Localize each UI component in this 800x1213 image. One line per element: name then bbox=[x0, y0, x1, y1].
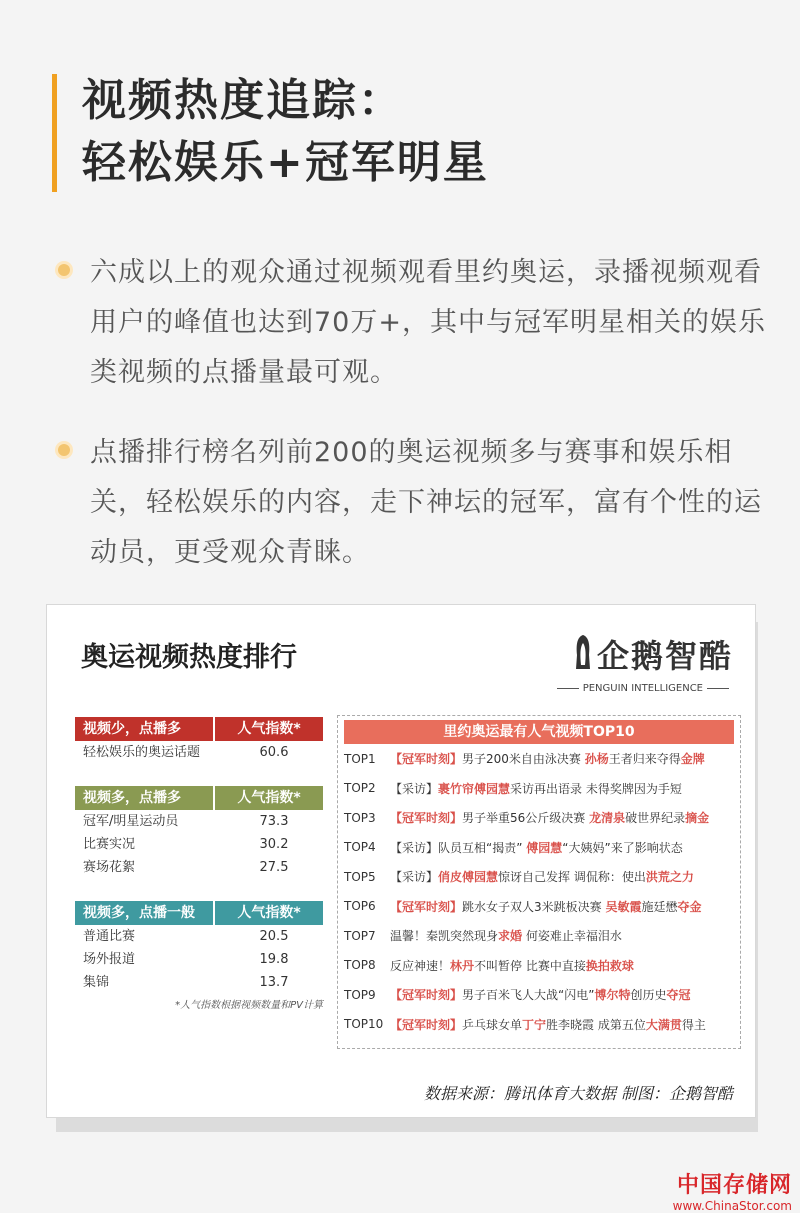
infographic-card bbox=[46, 604, 756, 1118]
table-row bbox=[75, 833, 323, 856]
title-text: 惊讶自己发挥 调侃称：使出 bbox=[498, 870, 646, 885]
site-watermark bbox=[673, 1168, 792, 1213]
highlight-text: 【冠军时刻】 bbox=[390, 752, 463, 767]
category-section bbox=[75, 901, 323, 1011]
watermark-url: www.ChinaStor.com bbox=[672, 1199, 792, 1213]
top10-title bbox=[390, 957, 634, 974]
top10-rank: TOP9 bbox=[344, 987, 376, 1002]
top10-row bbox=[338, 774, 740, 804]
row-name: 轻松娱乐的奥运话题 bbox=[83, 745, 201, 760]
highlight-text: 裹竹帘傅园慧 bbox=[438, 781, 511, 796]
title-text: 胜李晓霞 成第五位 bbox=[546, 1017, 646, 1032]
top10-row bbox=[338, 892, 740, 922]
section-header bbox=[75, 901, 323, 925]
top10-rank: TOP3 bbox=[344, 810, 376, 825]
top10-title bbox=[390, 927, 622, 944]
category-table bbox=[75, 717, 323, 1025]
table-row bbox=[75, 810, 323, 833]
page-title bbox=[82, 70, 489, 194]
title-text: 王者归来夺得 bbox=[608, 752, 681, 767]
top10-rank: TOP6 bbox=[344, 899, 376, 914]
title-text: “大姨妈”来了影响状态 bbox=[562, 840, 683, 855]
section-header bbox=[75, 717, 323, 741]
category-section bbox=[75, 717, 323, 764]
bullet-list bbox=[58, 248, 768, 608]
section-column-header: 人气指数* bbox=[213, 786, 323, 810]
top10-row bbox=[338, 980, 740, 1010]
top10-row bbox=[338, 803, 740, 833]
bullet-text: 点播排行榜名列前200的奥运视频多与赛事和娱乐相关，轻松娱乐的内容，走下神坛的冠军，富有个性的运动员，更受观众青睐。 bbox=[90, 437, 762, 568]
top10-row bbox=[338, 833, 740, 863]
top10-title bbox=[390, 780, 682, 797]
highlight-text: 【冠军时刻】 bbox=[390, 988, 463, 1003]
bullet-text: 六成以上的观众通过视频观看里约奥运，录播视频观看用户的峰值也达到70万+，其中与冠军明星相关的娱乐类视频的点播量最可观。 bbox=[90, 257, 766, 388]
top10-title bbox=[390, 986, 691, 1003]
row-name: 集锦 bbox=[83, 975, 110, 990]
bullet-dot-icon bbox=[58, 444, 70, 456]
top10-row bbox=[338, 951, 740, 981]
watermark-title: 中国存储网 bbox=[676, 1173, 792, 1198]
highlight-text: 傅园慧 bbox=[526, 840, 563, 855]
row-value: 20.5 bbox=[259, 929, 289, 944]
divider bbox=[557, 688, 579, 689]
page-title-line-2: 轻松娱乐+冠军明星 bbox=[82, 137, 489, 188]
highlight-text: 摘金 bbox=[685, 811, 710, 826]
data-source: 数据来源：腾讯体育大数据 制图：企鹅智酷 bbox=[423, 1084, 733, 1103]
title-text: 【采访】 bbox=[390, 781, 439, 796]
title-accent-bar bbox=[52, 74, 57, 192]
highlight-text: 洪荒之力 bbox=[645, 870, 694, 885]
section-column-header: 人气指数* bbox=[213, 901, 323, 925]
title-text: 何姿难止幸福泪水 bbox=[522, 929, 622, 944]
logo-subtitle-text: PENGUIN INTELLIGENCE bbox=[582, 683, 703, 694]
highlight-text: 大满贯 bbox=[645, 1017, 682, 1032]
title-text: 创历史 bbox=[630, 988, 667, 1003]
highlight-text: 龙清泉 bbox=[589, 811, 626, 826]
footnote: *人气指数根据视频数量和PV计算 bbox=[175, 1000, 323, 1011]
highlight-text: 夺金 bbox=[677, 899, 702, 914]
bullet-dot-icon bbox=[58, 264, 70, 276]
title-text: 采访再出语录 未得奖牌因为手短 bbox=[510, 781, 682, 796]
title-text: 男子举重56公斤级决赛 bbox=[462, 811, 590, 826]
title-text: 队员互相“揭责” bbox=[438, 840, 527, 855]
top10-row bbox=[338, 744, 740, 774]
top10-rank: TOP2 bbox=[344, 781, 376, 796]
highlight-text: 【冠军时刻】 bbox=[390, 1017, 463, 1032]
logo-text: 企鹅智酷 bbox=[596, 637, 733, 675]
section-label: 视频多，点播一般 bbox=[83, 905, 195, 921]
row-value: 13.7 bbox=[259, 975, 289, 990]
top10-title bbox=[390, 809, 709, 826]
table-row bbox=[75, 948, 323, 971]
page-title-line-1: 视频热度追踪： bbox=[82, 75, 404, 126]
top10-list bbox=[338, 744, 740, 1039]
row-name: 普通比赛 bbox=[83, 929, 136, 944]
section-column-header: 人气指数* bbox=[213, 717, 323, 741]
row-name: 场外报道 bbox=[83, 952, 136, 967]
title-text: 温馨！秦凯突然现身 bbox=[390, 929, 499, 944]
highlight-text: 【冠军时刻】 bbox=[390, 811, 463, 826]
top10-title bbox=[390, 1016, 706, 1033]
title-text: 施廷懋 bbox=[641, 899, 678, 914]
highlight-text: 俏皮傅园慧 bbox=[438, 870, 499, 885]
highlight-text: 金牌 bbox=[680, 752, 705, 767]
highlight-text: 夺冠 bbox=[666, 988, 691, 1003]
top10-title bbox=[390, 839, 683, 856]
section-header bbox=[75, 786, 323, 810]
top10-rank: TOP1 bbox=[344, 751, 376, 766]
title-text: 得主 bbox=[681, 1017, 706, 1032]
category-section bbox=[75, 786, 323, 879]
title-text: 破世界纪录 bbox=[625, 811, 686, 826]
logo-subtitle bbox=[553, 683, 733, 694]
top10-rank: TOP4 bbox=[344, 840, 376, 855]
table-row bbox=[75, 856, 323, 879]
row-name: 比赛实况 bbox=[83, 837, 136, 852]
highlight-text: 博尔特 bbox=[594, 988, 631, 1003]
top10-title bbox=[390, 898, 702, 915]
top10-rank: TOP5 bbox=[344, 869, 376, 884]
top10-header: 里约奥运最有人气视频TOP10 bbox=[344, 720, 734, 744]
divider bbox=[707, 688, 729, 689]
highlight-text: 林丹 bbox=[450, 958, 475, 973]
title-text: 【采访】 bbox=[390, 870, 439, 885]
top10-title bbox=[390, 868, 694, 885]
highlight-text: 孙杨 bbox=[584, 752, 609, 767]
table-row bbox=[75, 971, 323, 994]
table-row bbox=[75, 925, 323, 948]
row-value: 73.3 bbox=[259, 814, 289, 829]
penguin-intelligence-logo bbox=[573, 631, 733, 707]
title-text: 【采访】 bbox=[390, 840, 439, 855]
highlight-text: 丁宁 bbox=[522, 1017, 547, 1032]
highlight-text: 【冠军时刻】 bbox=[390, 899, 463, 914]
row-value: 27.5 bbox=[259, 860, 289, 875]
card-title: 奥运视频热度排行 bbox=[81, 642, 297, 673]
title-text: 跳水女子双人3米跳板决赛 bbox=[462, 899, 606, 914]
highlight-text: 求婚 bbox=[498, 929, 523, 944]
top10-row bbox=[338, 862, 740, 892]
title-text: 反应神速！ bbox=[390, 958, 451, 973]
row-value: 30.2 bbox=[259, 837, 289, 852]
top10-title bbox=[390, 750, 705, 767]
section-label: 视频少，点播多 bbox=[83, 721, 181, 737]
penguin-icon bbox=[575, 635, 591, 669]
bullet-item bbox=[58, 248, 768, 398]
top10-row bbox=[338, 921, 740, 951]
title-text: 男子百米飞人大战“闪电” bbox=[462, 988, 595, 1003]
bullet-item bbox=[58, 428, 768, 578]
top10-panel bbox=[337, 715, 741, 1049]
row-name: 冠军/明星运动员 bbox=[83, 814, 179, 829]
top10-rank: TOP10 bbox=[344, 1017, 384, 1032]
section-label: 视频多，点播多 bbox=[83, 790, 181, 806]
title-text: 不叫暂停 比赛中直接 bbox=[474, 958, 586, 973]
row-value: 60.6 bbox=[259, 745, 289, 760]
title-text: 乒乓球女单 bbox=[462, 1017, 523, 1032]
top10-row bbox=[338, 1010, 740, 1040]
row-value: 19.8 bbox=[259, 952, 289, 967]
top10-rank: TOP8 bbox=[344, 958, 376, 973]
title-text: 男子200米自由泳决赛 bbox=[462, 752, 585, 767]
row-name: 赛场花絮 bbox=[83, 860, 136, 875]
table-row bbox=[75, 741, 323, 764]
top10-rank: TOP7 bbox=[344, 928, 376, 943]
highlight-text: 换拍救球 bbox=[585, 958, 634, 973]
highlight-text: 吴敏霞 bbox=[605, 899, 642, 914]
